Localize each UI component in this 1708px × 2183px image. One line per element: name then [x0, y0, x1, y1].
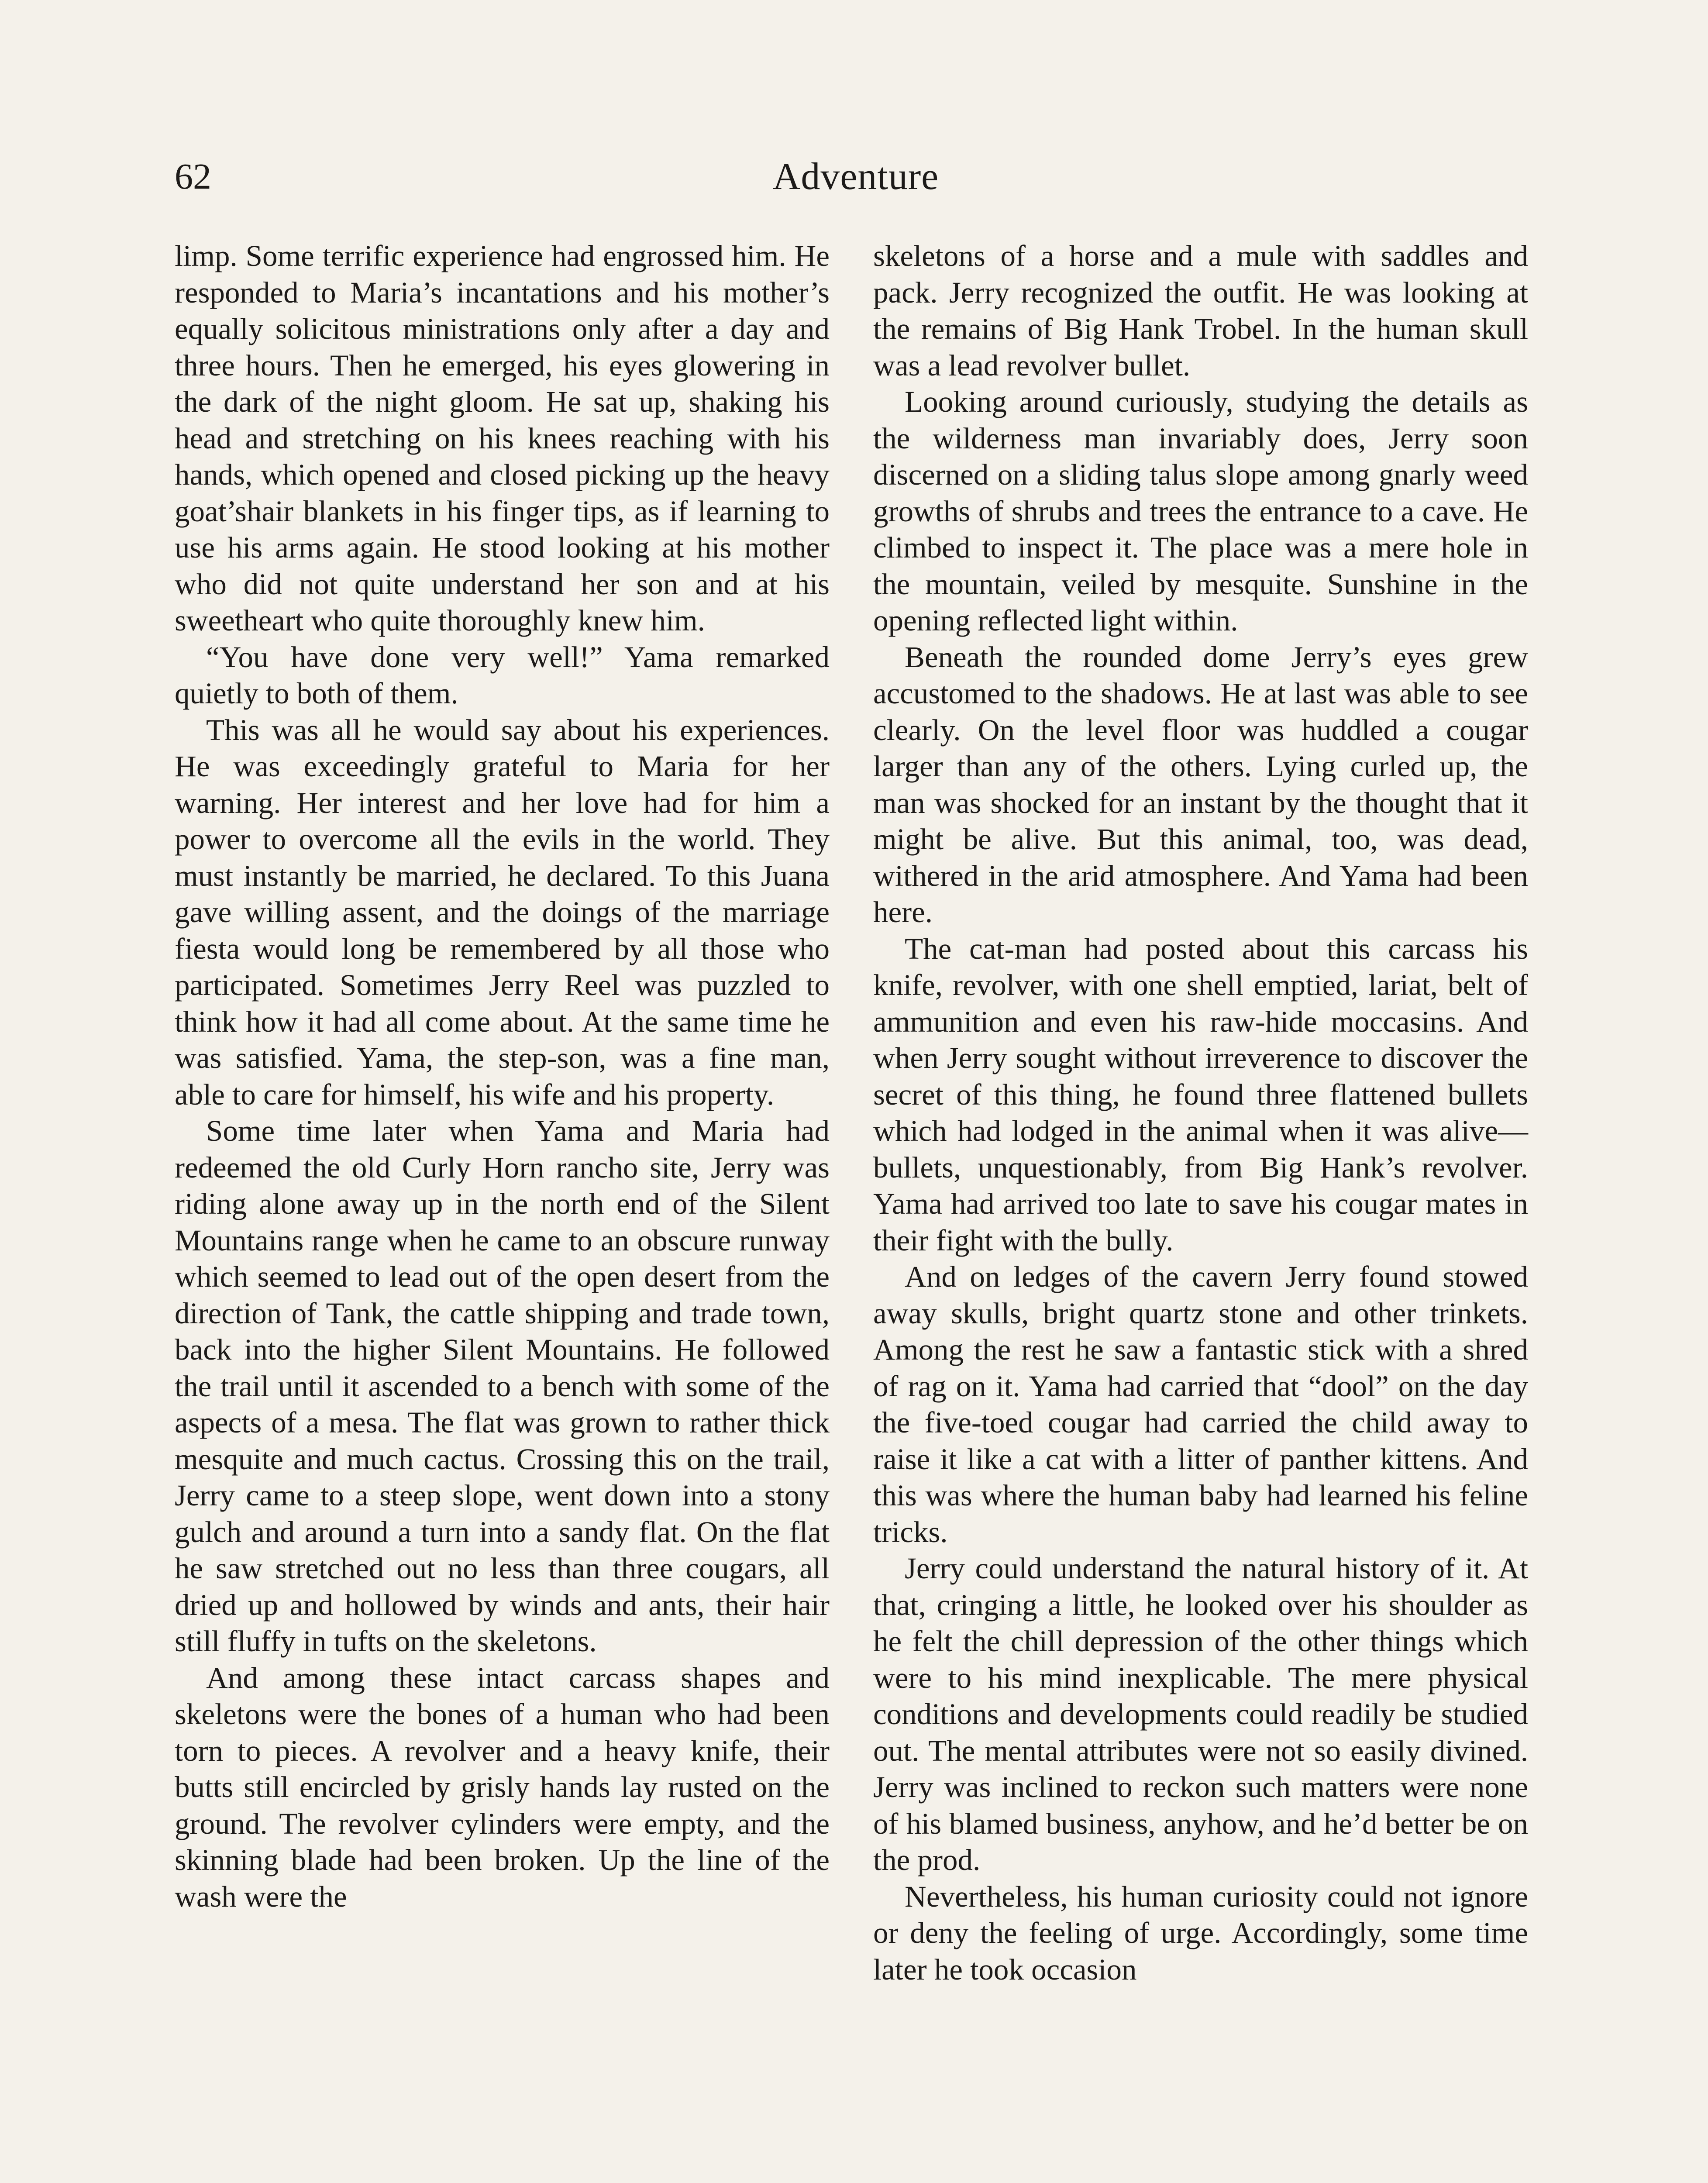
paragraph: The cat-man had posted about this carcass his knife, revolver, with one shell emptied, lariat, belt of ammunition and even his raw-hide moccasins. And when Jerry sought without irreverence to discover the secret of this thing, he found three flattened bullets which had lodged in the animal when it was alive—bullets, unquestionably, from Big Hank’s revolver. Yama had arrived too late to save his cougar mates in their fight with the bully.	[873, 932, 1528, 1257]
paragraph: Jerry could understand the natural history of it. At that, cringing a little, he looked over his shoulder as he felt the chill depression of the other things which were to his mind inexplicable. The mere physical conditions and developments could readily be studied out. The mental attributes were not so easily divined. Jerry was inclined to reckon such matters were none of his blamed business, anyhow, and he’d better be on the prod.	[873, 1552, 1528, 1877]
right-column	[873, 238, 1528, 1988]
paragraph: Beneath the rounded dome Jerry’s eyes grew accustomed to the shadows. He at last was able to see clearly. On the level floor was huddled a cougar larger than any of the others. Lying curled up, the man was shocked for an instant by the thought that it might be alive. But this animal, too, was dead, withered in the arid atmosphere. And Yama had been here.	[873, 640, 1528, 929]
page-number: 62	[175, 156, 211, 197]
paragraph: Looking around curiously, studying the details as the wilderness man invariably does, Jerry soon discerned on a sliding talus slope among gnarly weed growths of shrubs and trees the entrance to a cave. He climbed to inspect it. The place was a mere hole in the mountain, veiled by mesquite. Sunshine in the opening reflected light within.	[873, 385, 1528, 637]
paragraph: And on ledges of the cavern Jerry found stowed away skulls, bright quartz stone and other trinkets. Among the rest he saw a fantastic stick with a shred of rag on it. Yama had carried that “dool” on the day the five-toed cougar had carried the child away to raise it like a cat with a litter of panther kittens. And this was where the human baby had learned his feline tricks.	[873, 1260, 1528, 1549]
paragraph: skeletons of a horse and a mule with saddles and pack. Jerry recognized the outfit. He was looking at the remains of Big Hank Trobel. In the human skull was a lead revolver bullet.	[873, 239, 1528, 382]
paragraph: “You have done very well!” Yama remarked quietly to both of them.	[175, 640, 830, 710]
paragraph: This was all he would say about his experiences. He was exceedingly grateful to Maria for her warning. Her interest and her love had for him a power to overcome all the evils in the world. They must instantly be married, he declared. To this Juana gave willing assent, and the doings of the marriage fiesta would long be remembered by all those who participated. Sometimes Jerry Reel was puzzled to think how it had all come about. At the same time he was satisfied. Yama, the step-son, was a fine man, able to care for himself, his wife and his property.	[175, 713, 830, 1111]
paragraph: Some time later when Yama and Maria had redeemed the old Curly Horn rancho site, Jerry was riding alone away up in the north end of the Silent Mountains range when he came to an obscure runway which seemed to lead out of the open desert from the direction of Tank, the cattle shipping and trade town, back into the higher Silent Mountains. He followed the trail until it ascended to a bench with some of the aspects of a mesa. The flat was grown to rather thick mesquite and much cactus. Crossing this on the trail, Jerry came to a steep slope, went down into a stony gulch and around a turn into a sandy flat. On the flat he saw stretched out no less than three cougars, all dried up and hollowed by winds and ants, their hair still fluffy in tufts on the skeletons.	[175, 1114, 830, 1658]
paragraph: limp. Some terrific experience had engrossed him. He responded to Maria’s incantations and his mother’s equally solicitous ministrations only after a day and three hours. Then he emerged, his eyes glowering in the dark of the night gloom. He sat up, shaking his head and stretching on his knees reaching with his hands, which opened and closed picking up the heavy goat’shair blankets in his finger tips, as if learning to use his arms again. He stood looking at his mother who did not quite understand her son and at his sweetheart who quite thoroughly knew him.	[175, 239, 830, 637]
paragraph: And among these intact carcass shapes and skeletons were the bones of a human who had been torn to pieces. A revolver and a heavy knife, their butts still encircled by grisly hands lay rusted on the ground. The revolver cylinders were empty, and the skinning blade had been broken. Up the line of the wash were the	[175, 1661, 830, 1913]
left-column	[175, 238, 830, 1915]
paragraph: Nevertheless, his human curiosity could not ignore or deny the feeling of urge. Accordingly, some time later he took occasion	[873, 1880, 1528, 1986]
page-header	[175, 151, 1537, 203]
running-title: Adventure	[772, 155, 939, 198]
